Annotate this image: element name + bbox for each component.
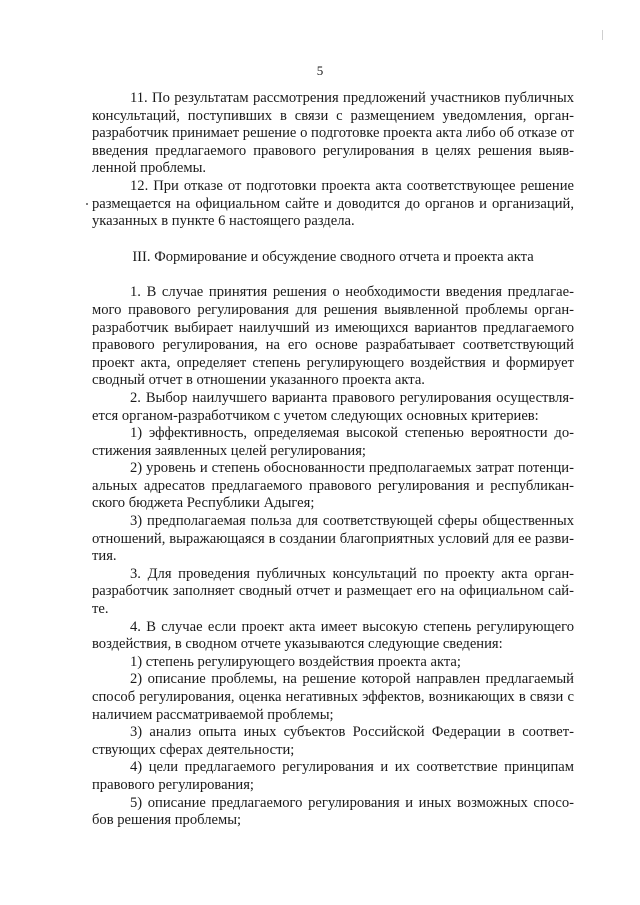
section3-item-2: 2. Выбор наилучшего варианта правового регулирования осуществляется органом-разработчиком с учетом следующих основных критериев: <box>92 389 574 424</box>
criterion-1: 1) эффективность, определяемая высокой степенью вероятности достижения заявленных целей регулирования; <box>92 425 574 459</box>
scan-artifact-dot <box>86 203 88 205</box>
report-info-2: 2) описание проблемы, на решение которой направлен предлагаемый способ регулирования, оценка негативных эффектов, возникающих в связи с наличием рассматриваемой проблемы; <box>92 671 574 723</box>
page-number: 5 <box>316 63 324 78</box>
paragraph-12: 12. При отказе от подготовки проекта акта соответствующее решение размещается на официальном сайте и доводится до органов и организаций, указанных в пункте 6 настоящего раздела. <box>92 177 574 230</box>
scan-artifact-mark <box>602 30 606 40</box>
report-info-3: 3) анализ опыта иных субъектов Российской Федерации в соответствующих сферах деятельности; <box>92 724 574 758</box>
section3-item-1: 1. В случае принятия решения о необходимости введения предлагаемого правового регулирования для решения выявленной проблемы орган-разработчик выбирает наилучший из имеющихся вариантов предлагаемого правового регулирования, на его основе разрабатывает соответствующий проект акта, определяет степень регулирующего воздействия и формирует сводный отчет в отношении указанного проекта акта. <box>92 284 574 389</box>
section3-item-4: 4. В случае если проект акта имеет высокую степень регулирующего воздействия, в сводном отчете указываются следующие сведения: <box>92 618 574 653</box>
criterion-2: 2) уровень и степень обоснованности предполагаемых затрат потенциальных адресатов предлагаемого правового регулирования и республиканского бюджета Республики Адыгея; <box>92 460 574 512</box>
section-heading: III. Формирование и обсуждение сводного отчета и проекта акта <box>132 248 534 265</box>
document-body <box>92 90 574 830</box>
criterion-3: 3) предполагаемая польза для соответствующей сферы общественных отношений, выражающаяся в создании благоприятных условий для ее развития. <box>92 513 574 565</box>
paragraph-11: 11. По результатам рассмотрения предложений участников публичных консультаций, поступивших в связи с размещением уведомления, орган-разработчик принимает решение о подготовке проекта акта либо об отказе от введения предлагаемого правового регулирования в целях решения выявленной проблемы. <box>92 90 574 177</box>
section3-item-3: 3. Для проведения публичных консультаций по проекту акта орган-разработчик заполняет сводный отчет и размещает его на официальном сайте. <box>92 565 574 618</box>
report-info-1: 1) степень регулирующего воздействия проекта акта; <box>130 653 461 670</box>
report-info-5: 5) описание предлагаемого регулирования и иных возможных способов решения проблемы; <box>92 794 574 829</box>
report-info-4: 4) цели предлагаемого регулирования и их соответствие принципам правового регулирования; <box>92 759 574 793</box>
